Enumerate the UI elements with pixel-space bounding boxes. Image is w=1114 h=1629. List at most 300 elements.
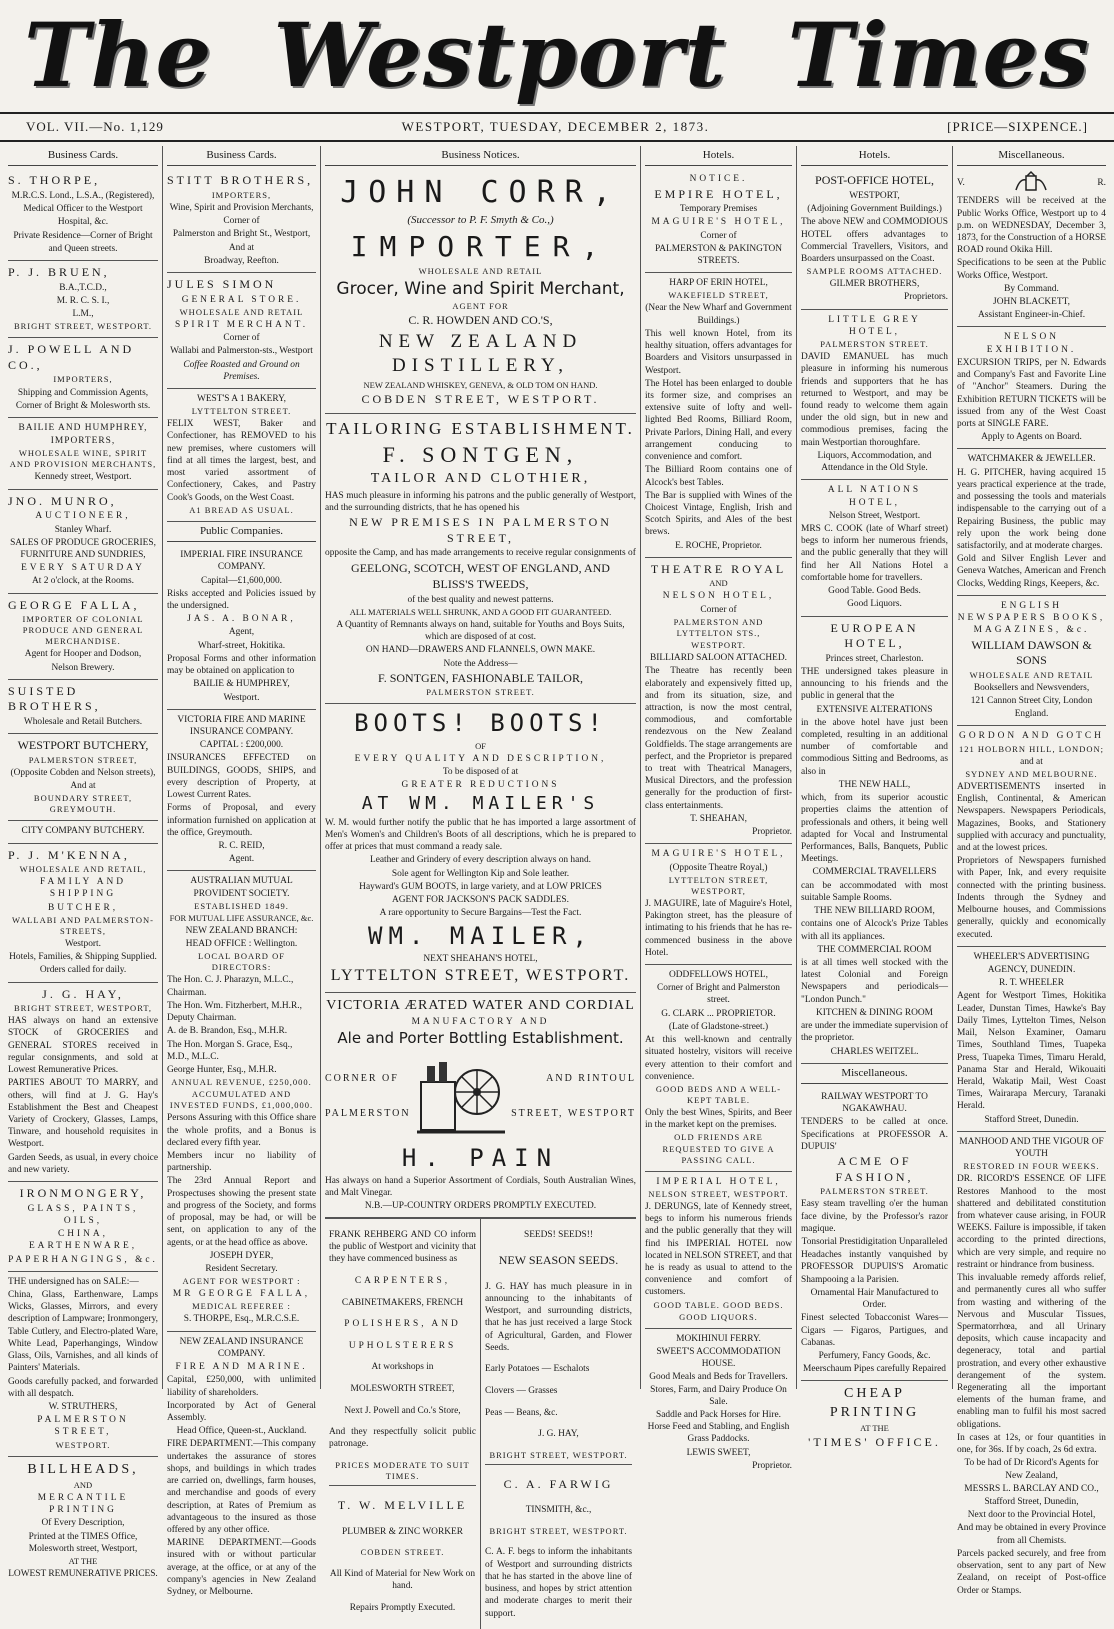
ad-line: Temporary Premises <box>679 204 758 215</box>
ad-line: IMPORTERS, <box>53 374 113 385</box>
ad-city-butchery <box>8 821 158 843</box>
ad-title: VICTORIA ÆRATED WATER AND CORDIAL <box>326 997 635 1013</box>
ad-john-corr <box>325 169 636 413</box>
ad-body: J. G. HAY has much pleasure in in announcing to the inhabitants of Westport, and surrounding districts, that he has just received a large Stock of Agricultural, Garden, and Flower Seeds. <box>485 1281 632 1353</box>
ad-line: Capital—£1,600,000. <box>201 575 282 586</box>
ad-line: SWEET'S ACCOMMODATION HOUSE. <box>656 1346 781 1370</box>
ad-line: TINSMITH, &c., <box>525 1505 592 1516</box>
ad-body: Forms of Proposal, and every information furnished on application at the office, Greymouth. <box>167 803 316 838</box>
ad-body: The Billiard Room contains one of Alcock's best Tables. <box>645 465 792 488</box>
ad-line: Shipping and Commission Agents, <box>17 387 149 398</box>
ad-ironmongery <box>8 1182 158 1272</box>
ad-body: At this well-known and centrally situated hostelry, visitors will receive every attention to their comfort and convenience. <box>645 1035 792 1082</box>
ad-line: THE NEW BILLIARD ROOM, <box>814 906 935 917</box>
column-7 <box>952 146 1110 1596</box>
ad-body: The Hotel has been enlarged to double its former size, and comprises an extensive suite of lofty and well-lighted Bed Rooms, Billiard Room, Private Parlors, Dining Hall, and every arrangement conducing to convenience and comfort. <box>645 378 792 463</box>
ad-line: Leather and Grindery of every description always on hand. <box>369 855 591 866</box>
ad-line: EVERY SATURDAY <box>21 563 145 574</box>
ad-body: INSURANCES EFFECTED on BUILDINGS, GOODS, SHIPS, and every description of Property, at Lowest Current Rates. <box>167 753 316 801</box>
ad-line: Wallabi and Palmerston-sts., Westport <box>170 346 313 357</box>
ad-body: This invaluable remedy affords relief, and permanently cures all who suffer from wasting and withering of the Nervous and Muscular Tissues, Spermatorrhœa, and all Urinary deposits, which cause incapacity and degeneracy, total and partial prostration, and every other exhaustive derangement of the system. Regenerating all the important elements of the human frame, and enabling man to fulfil his most sacred obligations. <box>957 1273 1106 1430</box>
ad-line: AT THE <box>68 1556 98 1567</box>
ad-suisted <box>8 680 158 734</box>
ad-line: Clovers — Grasses <box>485 1385 558 1396</box>
ad-line: NEW ZEALAND DISTILLERY, <box>378 330 583 377</box>
ad-line: CARPENTERS, <box>354 1275 451 1286</box>
ad-line: and at <box>1020 756 1043 767</box>
ad-line: LOCAL BOARD OF DIRECTORS: <box>198 951 285 973</box>
ad-rehberg-melville <box>325 1219 480 1629</box>
ad-line: (Opposite Cobden and Nelson streets), <box>10 767 156 778</box>
ad-line: Note the Address— <box>443 658 518 669</box>
ad-line: LYTTELTON STREET, WESTPORT, <box>668 874 769 896</box>
ad-body: Specifications to be seen at the Public Works Office, Westport. <box>957 258 1106 281</box>
ad-body: FRANK REHBERG AND CO inform the public of Westport and vicinity that they have commenced business as <box>329 1229 476 1265</box>
ad-line: MR GEORGE FALLA, <box>172 1289 311 1300</box>
ad-body: TENDERS will be received at the Public Works Office, Westport up to 4 p.m. on WEDNESDAY, December 3, 1873, for the Construction of a HORSE ROAD round Okika Hill. <box>957 196 1106 256</box>
ad-line: BRIGHT STREET, WESTPORT. <box>13 321 153 332</box>
crest-letter-r: R. <box>1097 178 1106 189</box>
ad-body: J. DERUNGS, late of Kennedy street, begs to inform his numerous friends and the public generally that they will find his IMPERIAL HOTEL now located in NELSON STREET, and that he is ready as usual to attend to the convenience and comfort of customers. <box>645 1201 792 1298</box>
ad-line: TAILOR AND CLOTHIER, <box>370 471 591 487</box>
ad-title: P. J. BRUEN, <box>8 264 110 279</box>
ad-title: BILLHEADS, <box>27 1461 139 1477</box>
ad-line: A Quantity of Remnants always on hand, suitable for Youths and Boys Suits, which are disposed of at cost. <box>336 619 625 643</box>
ad-title: NEW ZEALAND INSURANCE COMPANY. <box>179 1336 304 1359</box>
ad-line: MERCANTILE PRINTING <box>37 1492 129 1516</box>
ad-line: E. ROCHE, Proprietor. <box>675 540 762 551</box>
ad-line: PALMERSTON <box>325 1107 411 1119</box>
ad-line: Booksellers and Newsvenders, <box>973 682 1090 693</box>
ad-line: WAKEFIELD STREET, <box>668 290 769 301</box>
ad-line: GREATER REDUCTIONS <box>401 780 560 791</box>
ad-body: can be accommodated with most suitable Sample Rooms. <box>801 880 948 903</box>
ad-line: W. STRUTHERS, <box>48 1401 118 1412</box>
ad-line: SAMPLE ROOMS ATTACHED. <box>806 266 943 277</box>
ad-body: Capital, £250,000, with unlimited liability of shareholders. <box>167 1375 316 1398</box>
ad-line: Wholesale and Retail Butchers. <box>23 716 143 727</box>
ad-title: ODDFELLOWS HOTEL, <box>669 969 768 980</box>
ad-post-office-hotel <box>801 169 948 309</box>
two-column-block <box>325 1218 636 1629</box>
ad-line: POLISHERS, AND <box>344 1319 461 1330</box>
ad-line: At 2 o'clock, at the Rooms. <box>32 576 134 587</box>
ad-body: TENDERS to be called at once. Specifications at PROFESSOR A. DUPUIS' <box>801 1117 948 1152</box>
ad-line: (Late of Gladstone-street.) <box>668 1021 769 1032</box>
ad-line: A1 BREAD AS USUAL. <box>189 504 294 515</box>
ad-body: is at all times well stocked with the latest Colonial and Foreign Newspapers and periodicals— "London Punch." <box>801 957 948 1005</box>
ad-line: Sole agent for Wellington Kip and Sole leather. <box>391 868 570 879</box>
ad-line: Coffee Roasted and Ground on Premises. <box>183 359 300 382</box>
bottling-machine-illustration <box>325 1050 636 1142</box>
ad-line: Agent, <box>228 627 255 638</box>
ad-line: of the best quality and newest patterns. <box>407 594 554 605</box>
ad-line: NEXT SHEAHAN'S HOTEL, <box>423 953 538 964</box>
ad-body: FELIX WEST, Baker and Confectioner, has REMOVED to his new premises, where customers will find at all times the largest, best, and most varied assortment of Confectionery, Cakes, and Pastry Cook's Goods, on the West Coast. <box>167 419 316 503</box>
ad-title: EUROPEAN HOTEL, <box>830 620 919 651</box>
ad-line: WESTPORT. <box>691 640 746 651</box>
ad-body: Proprietors of Newspapers furnished with Paper, Ink, and every requisite connected with the printing business. Indents through the Sydney and Melbourne houses, and Commissions generally, quickly and economically executed. <box>957 856 1106 940</box>
ad-line: MAGUIRE'S HOTEL, <box>651 217 786 228</box>
section-heading: Hotels. <box>645 146 792 166</box>
ad-stitt <box>167 169 316 273</box>
ad-line: At workshops in <box>371 1362 434 1373</box>
ad-thorpe <box>8 169 158 261</box>
ad-line: Kennedy street, Westport. <box>34 472 132 483</box>
ad-title: C. A. FARWIG <box>503 1476 614 1491</box>
ad-line: Proprietor. <box>752 827 792 838</box>
ad-line: AT THE <box>860 1422 889 1433</box>
ad-body: Proposal Forms and other information may be obtained on application to <box>167 653 316 677</box>
ad-printing <box>8 1457 158 1586</box>
ad-line: A. de B. Brandon, Esq., M.H.R. <box>167 1026 288 1037</box>
ad-line: MESSRS L. BARCLAY AND CO., <box>964 1483 1099 1494</box>
ad-body: Risks accepted and Policies issued by the undersigned. <box>167 588 316 611</box>
ad-title: MAGUIRE'S HOTEL, <box>651 849 786 860</box>
ad-line: EXTENSIVE ALTERATIONS <box>816 704 933 715</box>
ad-line: PRICES MODERATE TO SUIT TIMES. <box>329 1460 476 1486</box>
ad-body: Goods carefully packed, and forwarded with all despatch. <box>8 1376 158 1399</box>
ad-body: Easy steam travelling o'er the human face divine, by the Professor's razor magique. <box>801 1199 948 1234</box>
ad-line: George Hunter, Esq., M.H.R. <box>167 1064 277 1075</box>
ad-line: (Successor to P. F. Smyth & Co.,) <box>407 214 554 227</box>
ad-body: MRS C. COOK (late of Wharf street) begs to inform her numerous friends, and the public generally that they will find her All Nations Hotel a comfortable home for travellers. <box>801 524 948 583</box>
ad-line: (Opposite Theatre Royal,) <box>669 862 768 873</box>
section-heading: Miscellaneous. <box>801 1064 948 1084</box>
ad-line: STREET, WESTPORT <box>511 1107 636 1119</box>
ad-line: NEW PREMISES IN PALMERSTON STREET, <box>349 515 612 545</box>
ad-line: IMPORTERS, <box>50 436 116 447</box>
masthead-word-the: The <box>24 3 213 107</box>
ad-title: WESTPORT BUTCHERY, <box>17 738 149 753</box>
ad-line: BRIGHT STREET, WESTPORT. <box>485 1450 632 1465</box>
ad-line: Liquors, Accommodation, and Attendance in the Old Style. <box>817 450 932 474</box>
ad-line: ANNUAL REVENUE, £250,000. <box>171 1077 312 1088</box>
ad-line: FIRE AND MARINE. <box>175 1362 308 1373</box>
ad-line: JOHN BLACKETT, <box>993 297 1070 308</box>
ad-line: LYTTELTON STREET. <box>191 406 292 417</box>
ad-line: IMPORTER, <box>350 229 611 263</box>
ad-line: PAPERHANGINGS, &c. <box>8 1254 158 1265</box>
ad-body: China, Glass, Earthenware, Lamps Wicks, Glasses, Mirrors, and every description of Lampware; Ironmongery, Table Cutlery, and Electro-plated Ware, White Lead, Paperhangings, Window Glass, Oils, Varnishes, and all kinds of Painters' Materials. <box>8 1290 158 1374</box>
ad-line: Stanley Wharf. <box>54 524 112 535</box>
ad-line: GENERAL STORE. <box>181 294 302 305</box>
section-heading: Business Cards. <box>167 146 316 166</box>
masthead-word-times: Times <box>787 3 1090 107</box>
ad-line: PALMERSTON STREET. <box>820 1186 929 1197</box>
column-1 <box>4 146 162 1580</box>
ad-line: PALMERSTON STREET. <box>426 687 535 698</box>
ad-line: NEW ZEALAND WHISKEY, GENEVA, & OLD TOM ON HAND. <box>363 380 598 391</box>
ad-body: W. M. would further notify the public that he has imported a large assortment of Men's Women's and Children's Boots of all descriptions, which he is prepared to offer at prices that must command a ready sale. <box>325 817 636 853</box>
ad-line: EMPIRE HOTEL, <box>654 186 783 201</box>
ad-title: WATCHMAKER & JEWELLER. <box>967 454 1096 465</box>
ad-body: Incorporated by Act of General Assembly. <box>167 1400 316 1424</box>
ad-victoria-insurance <box>167 710 316 872</box>
ad-line: B.A.,T.C.D., <box>59 282 107 293</box>
ad-struthers <box>8 1272 158 1457</box>
ad-line: And at <box>228 242 255 253</box>
ad-line: ACCUMULATED AND INVESTED FUNDS, £1,000,000. <box>169 1089 314 1111</box>
ad-line: M. R. C. S. I., <box>56 295 110 306</box>
ad-line: LYTTELTON STREET, WESTPORT. <box>330 966 631 984</box>
ad-title: CITY COMPANY BUTCHERY. <box>21 826 145 837</box>
ad-line: L.M., <box>72 309 94 320</box>
ad-line: AND RINTOUL <box>546 1072 636 1084</box>
ad-line: The Hon. Morgan S. Grace, Esq., M.D., M.L.C. <box>167 1039 293 1062</box>
ad-bailie <box>8 418 158 490</box>
ad-line: Tonsorial Prestidigitation Unparalleled <box>801 1237 948 1248</box>
ad-line: COBDEN STREET. <box>360 1547 445 1558</box>
ad-empire-hotel <box>645 169 792 273</box>
ad-title: J. G. HAY, <box>42 986 124 1001</box>
ad-line: S. THORPE, Esq., M.R.C.S.E. <box>183 1314 300 1325</box>
ad-line: Corner of <box>700 230 737 241</box>
ad-line: The Hon. Wm. Fitzherbert, M.H.R., Deputy Chairman. <box>167 1000 302 1024</box>
ad-simon <box>167 273 316 389</box>
ad-line: Apply to Agents on Board. <box>981 432 1082 443</box>
ad-line: FAMILY AND SHIPPING <box>39 877 127 900</box>
ad-line: WHOLESALE WINE, SPIRIT AND PROVISION MERCHANTS, <box>9 448 157 470</box>
ad-title: CHEAP PRINTING <box>829 1386 920 1420</box>
ad-line: CHARLES WEITZEL. <box>830 1046 919 1057</box>
ad-line: HEAD OFFICE : Wellington. <box>185 939 298 950</box>
ad-seeds-farwig <box>480 1219 636 1629</box>
ad-title: GORDON AND GOTCH <box>959 731 1104 742</box>
ad-line: and Queen streets. <box>48 243 118 254</box>
ad-line: PALMERSTON AND LYTTELTON STS., <box>673 616 764 638</box>
ad-line: COBDEN STREET, WESTPORT. <box>361 392 600 407</box>
ad-all-nations-hotel <box>801 480 948 616</box>
ad-nz-insurance <box>167 1332 316 1604</box>
ad-line: CHINA, EARTHENWARE, <box>28 1229 138 1252</box>
masthead-word-westport: Westport <box>273 3 727 107</box>
ad-line: ON HAND—DRAWERS AND FLANNELS, OWN MAKE. <box>365 645 596 656</box>
ad-line: Medical Officer to the Westport <box>23 204 143 215</box>
ad-line: WESTPORT. <box>55 1439 111 1450</box>
ad-munro <box>8 490 158 594</box>
column-6 <box>796 146 952 1449</box>
ad-line: ESTABLISHED 1849. <box>194 900 289 911</box>
ad-body: FIRE DEPARTMENT.—This company undertakes the assurance of stores shops, and buildings in which trades are carried on, dwellings, farm houses, and merchandise and goods of every description, at Rates of Premium as advantageous to the insured as those offered by any other office. <box>167 1439 316 1535</box>
ad-bakery <box>167 389 316 522</box>
ad-body: The 23rd Annual Report and Prospectuses showing the present state and progress of the Society, and forms of proposal, may be had, or will be sent, on application to any of the agents, or at the head office as above. <box>167 1176 316 1248</box>
ad-line: Meerschaum Pipes carefully Repaired <box>803 1364 946 1375</box>
ad-line: Nelson Brewery. <box>51 662 115 673</box>
ad-line: WILLIAM DAWSON & SONS <box>971 637 1092 668</box>
ad-line: Corner of Bright and Palmerston street. <box>657 983 780 1006</box>
ad-line: WHOLESALE AND RETAIL <box>179 306 304 317</box>
ad-body: This well known Hotel, from its healthy situation, offers advantages for Boarders and Visitors unsurpassed in Westport. <box>645 328 792 376</box>
ad-little-grey-hotel <box>801 310 948 481</box>
ad-line: AUCTIONEER, <box>35 511 131 522</box>
ad-title: BAILIE AND HUMPHREY, <box>18 422 148 433</box>
ad-body: ADVERTISEMENTS inserted in English, Continental, & American Newspapers. Newspapers Periodicals, Magazines, Books, and Stationery supplied with accuracy and punctuality, and at the lowest prices. <box>957 781 1106 854</box>
ad-body: H. G. PITCHER, having acquired 15 years practical experience at the trade, and possessing the tools and materials indispensable to the carrying out of a Repairing Business, the public may rely upon the work being done satisfactorily, and at moderate charges. <box>957 467 1106 551</box>
ad-line: THE COMMERCIAL ROOM <box>817 944 932 955</box>
ad-line: CAPITAL : £200,000. <box>199 740 284 751</box>
section-heading: Public Companies. <box>167 522 316 542</box>
ad-line: NELSON HOTEL, <box>662 591 775 602</box>
ad-body: Agent for Westport Times, Hokitika Leader, Dunstan Times, Hawke's Bay Daily Times, Lyttelton Times, Nelson Mail, Nelson Examiner, Oamaru Times, Southland Times, Tuapeka Press, Tuapeka Times, Timaru Herald, Panama Star and Herald, Wikouaiti Herald, Wakatip Mail, West Coast Times, Wairarapa Mercury, Taranaki Herald. <box>957 991 1106 1112</box>
ad-body: C. A. F. begs to inform the inhabitants of Westport and surrounding districts that he has started in the above line of business, and hopes by strict attention and moderate charges to merit their support. <box>485 1547 632 1619</box>
ad-body: And they respectfully solicit public patronage. <box>329 1427 476 1450</box>
ad-line: Hospital, &c. <box>57 217 109 228</box>
ad-line: Good Table. Good Beds. <box>828 586 921 597</box>
ad-line: COMMERCIAL TRAVELLERS <box>812 867 937 878</box>
ad-line: Orders called for daily. <box>39 965 127 976</box>
ad-body: EXCURSION TRIPS, per N. Edwards and Company's Fast and Favorite Line of "Anchor" Steamers. During the Exhibition RETURN TICKETS will be issued from any of the West Coast ports at SINGLE FARE. <box>957 357 1106 430</box>
ad-title: WHEELER'S ADVERTISING <box>973 951 1090 962</box>
ad-line: PALMERSTON STREET. <box>820 339 929 350</box>
ad-line: SALES OF PRODUCE GROCERIES, FURNITURE AND SUNDRIES, <box>10 537 156 560</box>
ad-line: Good Liquors. <box>847 599 902 610</box>
ad-line: R. C. REID, <box>218 840 265 851</box>
ad-line: WM. MAILER, <box>368 921 593 950</box>
ad-title: GEORGE FALLA, <box>8 597 140 612</box>
ad-body: Finest selected Tobacconist Wares—Cigars — Figaros, Partigues, and Cabanas. <box>801 1313 948 1348</box>
ad-line: Corner of <box>223 216 260 227</box>
column-2 <box>162 146 320 1598</box>
ad-line: Proprietor. <box>752 1460 792 1471</box>
ad-line: Westport. <box>223 692 260 703</box>
ad-title: POST-OFFICE HOTEL, <box>815 173 934 188</box>
ad-line: GOOD LIQUORS. <box>679 1311 758 1322</box>
column-business-notices <box>320 146 640 1619</box>
ad-title: THEATRE ROYAL <box>650 561 787 576</box>
ad-line: Corner of Bright & Molesworth sts. <box>15 400 151 411</box>
ad-body: contains one of Alcock's Prize Tables with all its appliances. <box>801 919 948 942</box>
ad-title: T. W. MELVILLE <box>337 1498 468 1513</box>
ad-line: WALLABI AND PALMERSTON-STREETS, <box>11 914 154 936</box>
ad-falla <box>8 594 158 680</box>
ad-imperial-fire <box>167 545 316 710</box>
ad-line: 'TIMES' OFFICE. <box>808 1434 941 1449</box>
ad-line: PALMERSTON STREET, <box>28 754 138 765</box>
ad-body: in the above hotel have just been completed, resulting in an additional number of comfortable and commodious Sitting and Bedrooms, as also in <box>801 717 948 777</box>
ad-line: PALMERSTON & PAKINGTON STREETS. <box>654 243 783 266</box>
ad-bruen <box>8 261 158 338</box>
ad-body: Has always on hand a Superior Assortment of Cordials, South Australian Wines, and Malt Vinegar. <box>325 1175 636 1199</box>
ad-line: ALL MATERIALS WELL SHRUNK, AND A GOOD FIT GUARANTEED. <box>349 606 612 617</box>
ad-title: MANHOOD AND THE VIGOUR OF YOUTH <box>959 1136 1104 1160</box>
ad-powell <box>8 338 158 418</box>
ad-line: SYDNEY AND MELBOURNE. <box>965 768 1098 779</box>
royal-coat-of-arms-icon <box>1014 172 1048 194</box>
ad-line: GILMER BROTHERS, <box>829 279 920 290</box>
ad-line: RESTORED IN FOUR WEEKS. <box>963 1161 1100 1172</box>
section-heading: Business Cards. <box>8 146 158 166</box>
ad-gordon-gotch <box>957 726 1106 946</box>
ad-body: The Bar is supplied with Wines of the Choicest Vintage, English, Irish and Scotch Spirits, and Ales of the best brews. <box>645 490 792 538</box>
ad-title: WEST'S A 1 BAKERY, <box>196 393 287 404</box>
ad-line: To be had of Dr Ricord's Agents for New Zealand, <box>964 1458 1099 1481</box>
ad-cheap-printing <box>801 1381 948 1455</box>
ad-theatre-royal <box>645 558 792 845</box>
ad-mailer-boots <box>325 704 636 992</box>
ad-line: Printed at the TIMES Office, Molesworth street, Westport, <box>28 1531 138 1554</box>
ad-body: which, from its superior acoustic properties claims the attention of professionals and others, it being well adapted for Vocal and Instrumental Performances, Balls, Banquets, Public Meetings. <box>801 793 948 865</box>
ad-line: England. <box>1014 709 1049 720</box>
ad-harp-of-erin <box>645 273 792 558</box>
ad-body: Only the best Wines, Spirits, and Beer in the market kept on the premises. <box>645 1108 792 1131</box>
ad-line: PALMERSTON STREET, <box>37 1415 129 1438</box>
section-heading: Hotels. <box>801 146 948 166</box>
ad-line: To be disposed of at <box>442 766 519 777</box>
ad-line: Next door to the Provincial Hotel, <box>967 1510 1096 1521</box>
ad-title: TAILORING ESTABLISHMENT. <box>326 418 635 438</box>
crest-letter-v: V. <box>957 178 965 189</box>
ad-hay <box>8 983 158 1182</box>
ad-line: Nelson Street, Westport. <box>828 510 921 521</box>
ad-line: C. R. HOWDEN AND CO.'S, <box>408 313 553 328</box>
ad-line: A rare opportunity to Secure Bargains—Test the Fact. <box>379 908 582 919</box>
ad-line: SPIRIT MERCHANT. <box>174 319 309 330</box>
ad-line: Hotels, Families, & Shipping Supplied. <box>9 952 157 963</box>
ad-line: THE NEW HALL, <box>838 779 911 790</box>
ad-line: AND <box>73 1479 93 1490</box>
ad-line: EVERY QUALITY AND DESCRIPTION, <box>354 753 607 764</box>
ad-line: NELSON STREET, WESTPORT. <box>648 1188 789 1199</box>
ad-body: Persons Assuring with this Office share the whole profits, and a Bonus is declared every fifth year. <box>167 1113 316 1148</box>
volume-number: VOL. VII.—No. 1,129 <box>26 119 164 134</box>
ad-title: VICTORIA FIRE AND MARINE INSURANCE COMPANY. <box>177 714 306 737</box>
ad-line: MANUFACTORY AND <box>411 1016 550 1027</box>
ad-line: WHOLESALE AND RETAIL <box>418 265 543 276</box>
ad-line: Agent for Hooper and Dodson, <box>24 649 142 660</box>
ad-line: H. PAIN <box>401 1143 560 1172</box>
ad-line: Private Residence—Corner of Bright <box>13 230 153 241</box>
ad-line: GOOD TABLE. GOOD BEDS. <box>653 1299 784 1310</box>
ad-european-hotel <box>801 617 948 1064</box>
ad-mkenna <box>8 844 158 983</box>
ad-oddfellows <box>645 965 792 1172</box>
ad-line: OLD FRIENDS ARE REQUESTED TO GIVE A PASSING CALL. <box>662 1132 775 1165</box>
ad-line: Ornamental Hair Manufactured to Order. <box>810 1287 939 1311</box>
ad-line: CORNER OF <box>325 1072 399 1084</box>
ad-line: Proprietors. <box>903 292 948 303</box>
ad-line: Assistant Engineer-in-Chief. <box>977 310 1086 321</box>
ad-body: THE undersigned takes pleasure in announcing to his friends and the public in general that the <box>801 666 948 702</box>
ad-line: GLASS, PAINTS, OILS, <box>27 1203 139 1226</box>
royal-crest <box>957 172 1106 194</box>
ad-wheeler-agency <box>957 947 1106 1132</box>
ad-line: BRIGHT STREET, WESTPORT, <box>13 1003 153 1014</box>
ad-line: BLISS'S TWEEDS, <box>432 577 529 592</box>
masthead <box>0 0 1114 110</box>
ad-body: Members incur no liability of partnership. <box>167 1150 316 1174</box>
section-heading: Miscellaneous. <box>957 146 1106 166</box>
ad-line: Perfumery, Fancy Goods, &c. <box>818 1350 931 1361</box>
ad-title: ALL NATIONS HOTEL, <box>827 485 922 508</box>
ad-body: Parcels packed securely, and free from observation, sent to any part of New Zealand, on receipt of Post-office Order or Stamps. <box>957 1548 1106 1596</box>
ad-line: Head Office, Queen-st., Auckland. <box>176 1426 307 1437</box>
ad-line: BOUNDARY STREET, GREYMOUTH. <box>33 793 133 815</box>
ad-line: Early Potatoes — Eschalots <box>485 1364 590 1375</box>
ad-line: J. G. HAY, <box>538 1429 579 1440</box>
ad-line: N.B.—UP-COUNTRY ORDERS PROMPTLY EXECUTED. <box>364 1201 597 1212</box>
ad-line: WHOLESALE AND RETAIL, <box>19 864 147 875</box>
ad-title: S. THORPE, <box>8 173 101 188</box>
ad-pain-cordial <box>325 993 636 1219</box>
ad-public-works-tender <box>957 169 1106 327</box>
ad-line: Wharf-street, Hokitika. <box>197 640 286 651</box>
ad-line: And may be obtained in every Province from all Chemists. <box>957 1523 1106 1546</box>
ad-line: CABINETMAKERS, FRENCH <box>341 1297 464 1308</box>
ad-body: Headaches instantly vanquished by PROFESSOR DUPUIS'S Aromatic Shampooing a la Parisien. <box>801 1250 948 1285</box>
ad-line: Corner of <box>700 604 737 615</box>
ad-line: F. SONTGEN, <box>382 441 579 467</box>
